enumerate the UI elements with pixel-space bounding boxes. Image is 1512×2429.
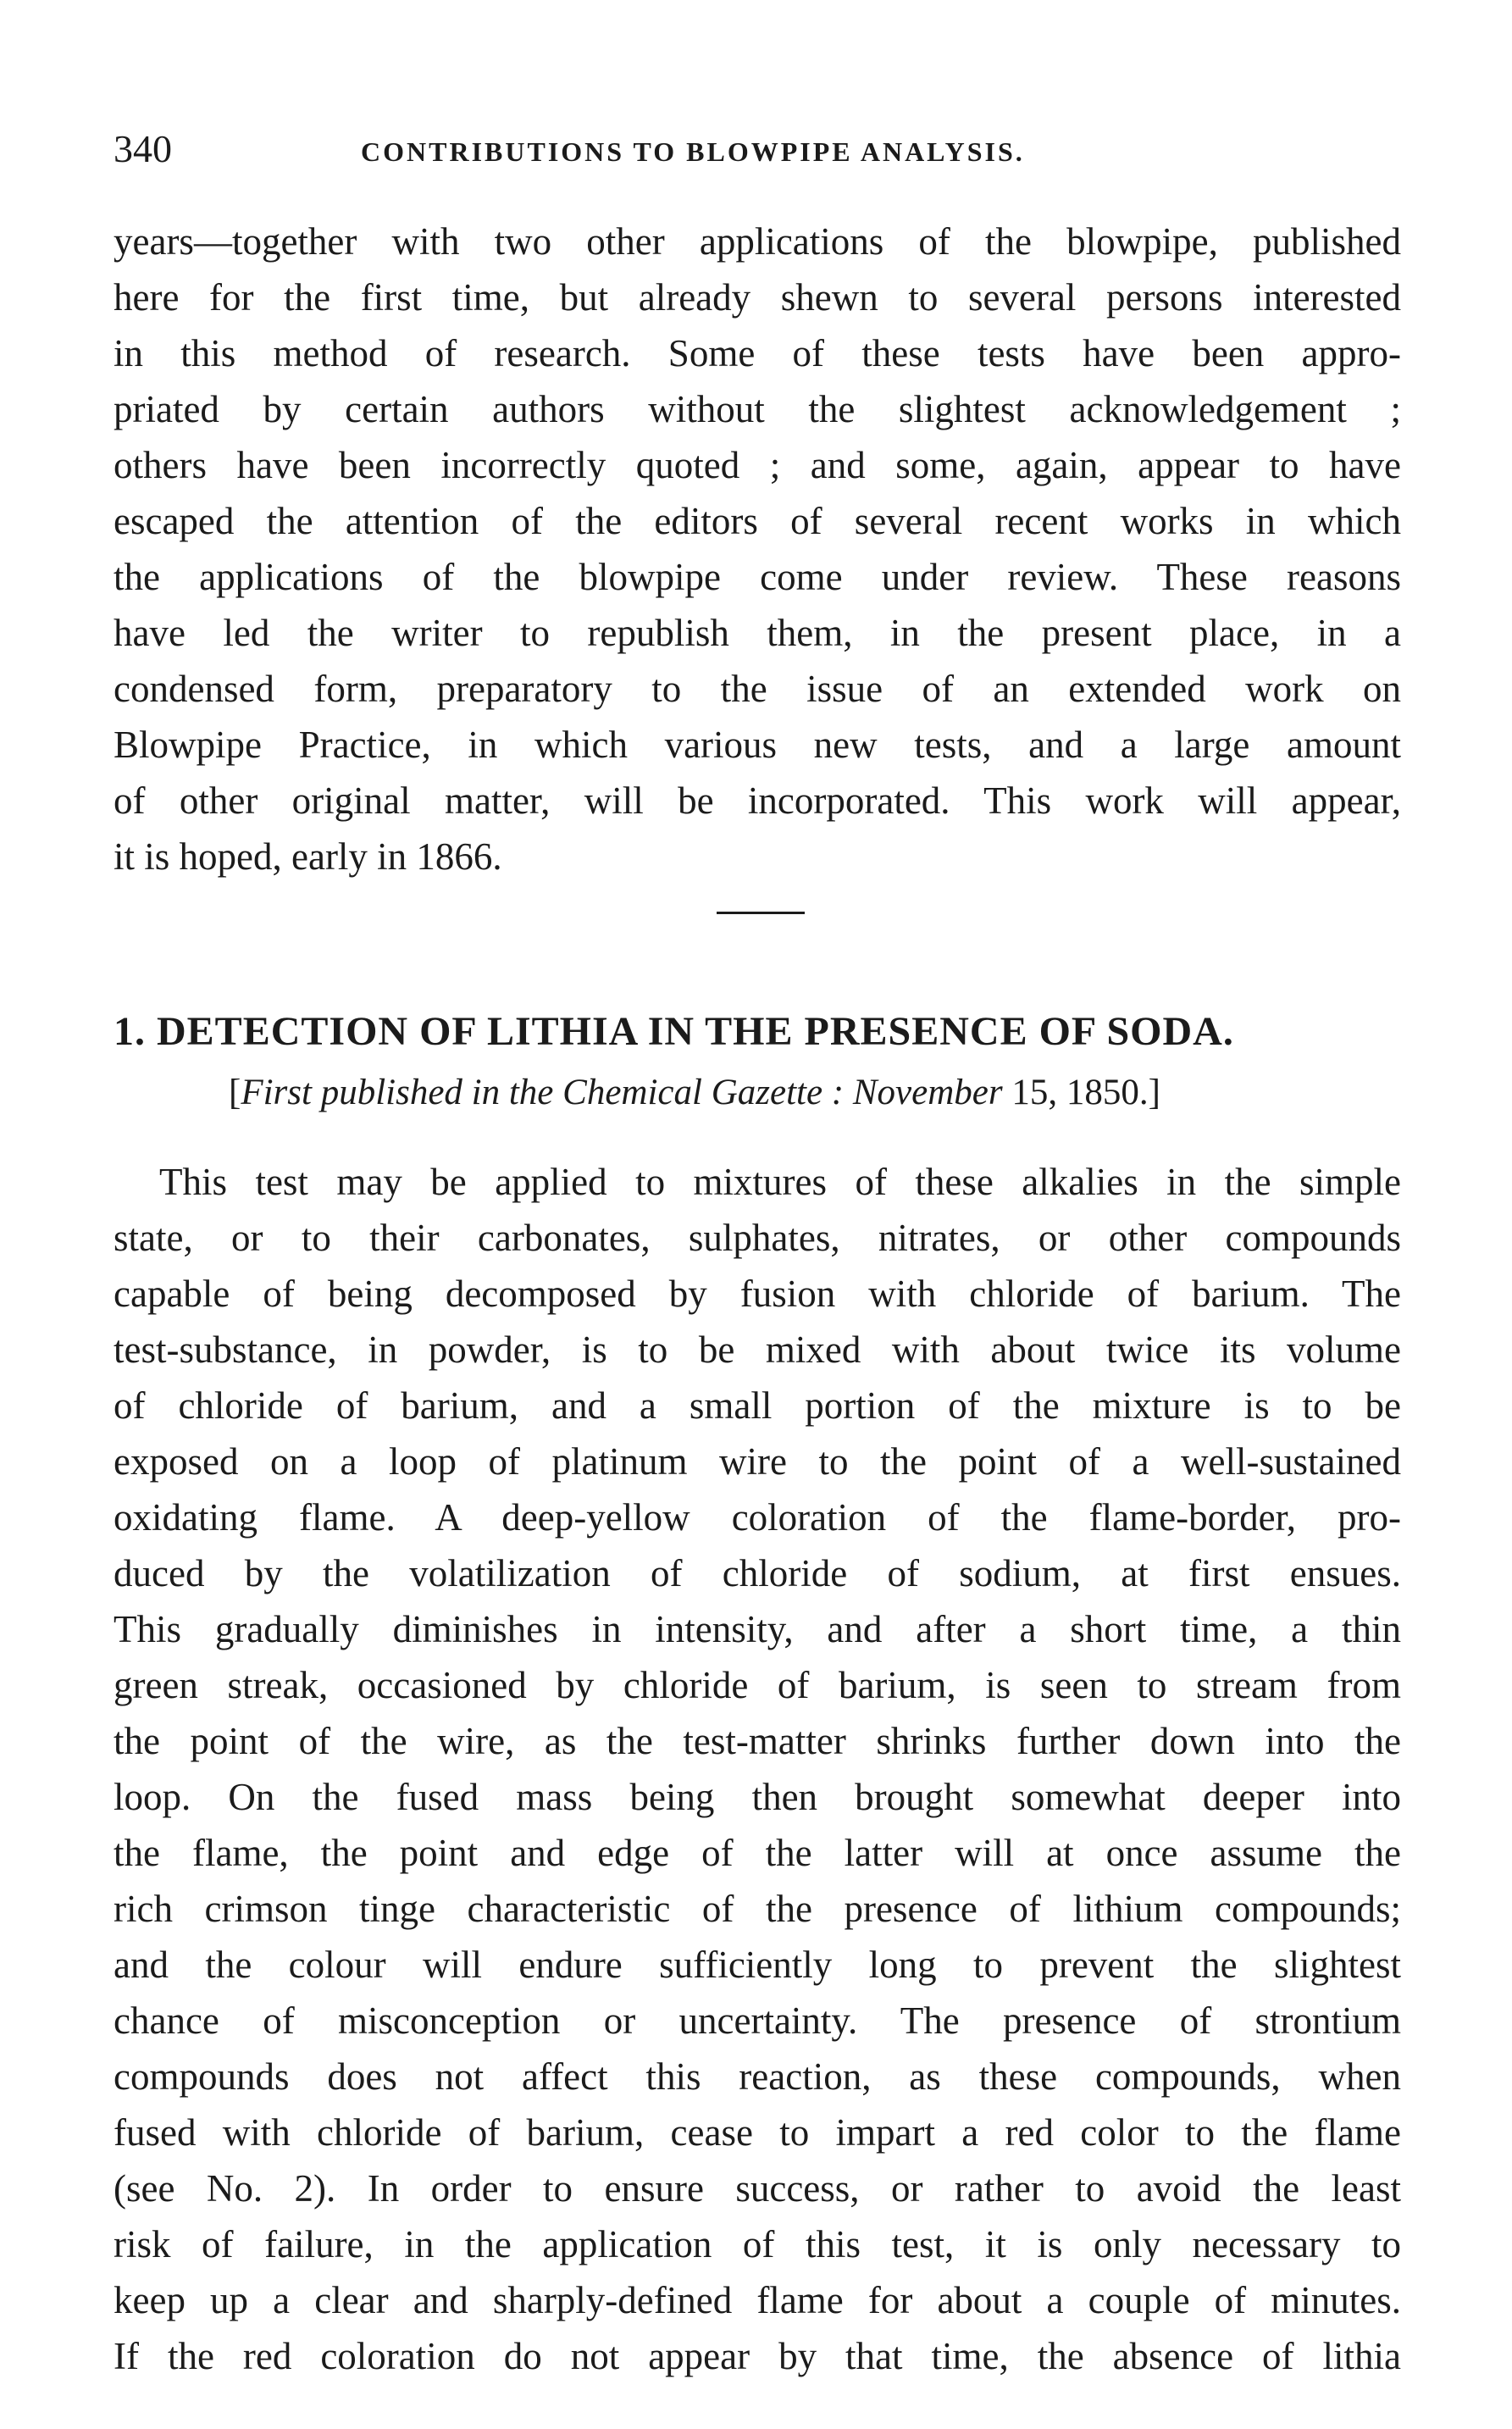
body-paragraph (114, 1154, 1401, 2384)
text-line: escaped the attention of the editors of several recent works in which (114, 500, 1401, 542)
text-line: If the red coloration do not appear by that time, the absence of lithia (114, 2335, 1401, 2377)
running-title: CONTRIBUTIONS TO BLOWPIPE ANALYSIS. (361, 136, 1025, 167)
text-line: the applications of the blowpipe come under review. These reasons (114, 556, 1401, 598)
text-line: duced by the volatilization of chloride of sodium, at first ensues. (114, 1552, 1401, 1594)
text-line: in this method of research. Some of these tests have been appro- (114, 332, 1401, 374)
text-line: oxidating flame. A deep-yellow coloration of the flame-border, pro- (114, 1496, 1401, 1539)
text-line: test-substance, in powder, is to be mixed with about twice its volume (114, 1328, 1401, 1371)
text-line: the point of the wire, as the test-matter shrinks further down into the (114, 1720, 1401, 1762)
text-line: capable of being decomposed by fusion with chloride of barium. The (114, 1273, 1401, 1315)
running-header (114, 127, 1401, 178)
text-line: of other original matter, will be incorporated. This work will appear, (114, 779, 1401, 822)
section-divider (717, 912, 805, 914)
text-line: keep up a clear and sharply-defined flame for about a couple of minutes. (114, 2279, 1401, 2321)
text-line: chance of misconception or uncertainty. The presence of strontium (114, 1999, 1401, 2042)
note-publication-text: First published in the Chemical Gazette : November (241, 1073, 1003, 1112)
note-open-bracket: [ (229, 1073, 241, 1112)
text-line: it is hoped, early in 1866. (114, 835, 502, 878)
text-line: condensed form, preparatory to the issue of an extended work on (114, 668, 1401, 710)
text-line: (see No. 2). In order to ensure success, or rather to avoid the least (114, 2167, 1401, 2210)
intro-paragraph (114, 214, 1401, 885)
text-line: This gradually diminishes in intensity, and after a short time, a thin (114, 1608, 1401, 1650)
text-line: state, or to their carbonates, sulphates, nitrates, or other compounds (114, 1217, 1401, 1259)
page-number: 340 (114, 127, 172, 170)
text-line: compounds does not affect this reaction, as these compounds, when (114, 2055, 1401, 2098)
text-line: priated by certain authors without the slightest acknowledgement ; (114, 388, 1401, 430)
text-line: the flame, the point and edge of the latter will at once assume the (114, 1832, 1401, 1874)
text-line: This test may be applied to mixtures of these alkalies in the simple (159, 1161, 1401, 1203)
text-line: Blowpipe Practice, in which various new tests, and a large amount (114, 724, 1401, 766)
text-line: fused with chloride of barium, cease to impart a red color to the flame (114, 2111, 1401, 2154)
text-line: and the colour will endure sufficiently long to prevent the slightest (114, 1944, 1401, 1986)
text-line: green streak, occasioned by chloride of barium, is seen to stream from (114, 1664, 1401, 1706)
text-line: of chloride of barium, and a small portion of the mixture is to be (114, 1384, 1401, 1427)
section-heading: 1. DETECTION OF LITHIA IN THE PRESENCE OF SODA. (114, 1009, 1234, 1055)
text-line: have led the writer to republish them, in the present place, in a (114, 612, 1401, 654)
text-line: exposed on a loop of platinum wire to the point of a well-sustained (114, 1440, 1401, 1483)
text-line: here for the first time, but already shewn to several persons interested (114, 276, 1401, 319)
text-line: risk of failure, in the application of this test, it is only necessary to (114, 2223, 1401, 2265)
note-date: 15, 1850.] (1002, 1073, 1160, 1112)
text-line: years—together with two other applications of the blowpipe, published (114, 220, 1401, 263)
text-line: others have been incorrectly quoted ; and some, again, appear to have (114, 444, 1401, 486)
text-line: loop. On the fused mass being then brought somewhat deeper into (114, 1776, 1401, 1818)
publication-note (229, 1069, 1296, 1117)
text-line: rich crimson tinge characteristic of the presence of lithium compounds; (114, 1888, 1401, 1930)
